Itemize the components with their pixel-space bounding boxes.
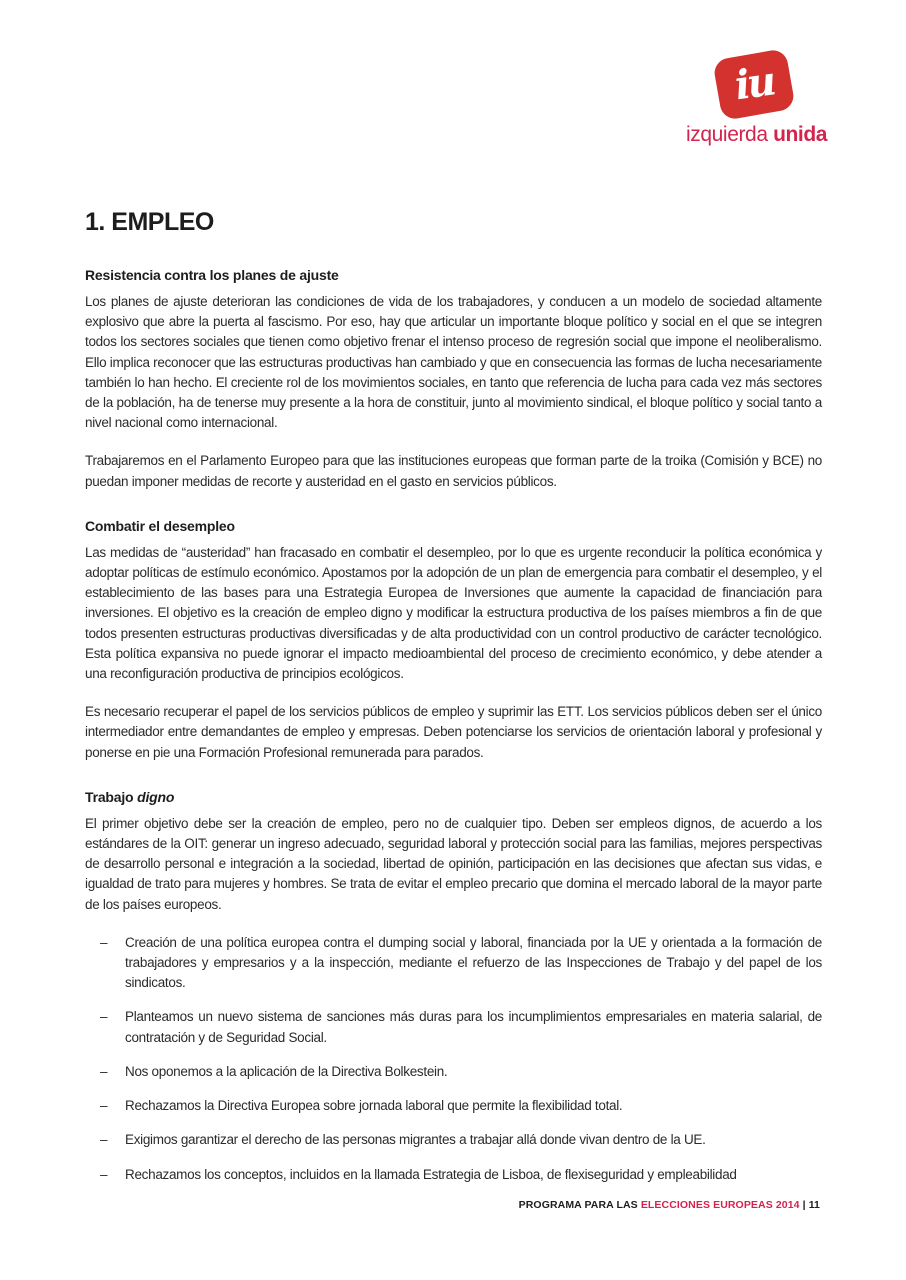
list-item (85, 1062, 822, 1082)
iu-logo-icon (712, 48, 795, 121)
dash-bullet-icon: – (100, 1166, 108, 1182)
dash-bullet-icon: – (100, 934, 108, 950)
dash-bullet-icon: – (100, 1063, 108, 1079)
dash-bullet-icon: – (100, 1132, 108, 1148)
list-item-text: Rechazamos la Directiva Europea sobre jornada laboral que permite la flexibilidad total. (125, 1098, 623, 1114)
dash-bullet-icon: – (100, 1009, 108, 1025)
paragraph: El primer objetivo debe ser la creación de empleo, pero no de cualquier tipo. Deben ser empleos dignos, de acuerdo a los estándares de la OIT: generar un ingreso adecuado, seguridad laboral y protección social para las familias, mejores perspectivas de desarrollo personal e integración a la sociedad, libertad de opinión, participación en las decisiones que afectan sus vidas, e igualdad de trato para mujeres y hombres. Se trata de evitar el empleo precario que domina el mercado laboral de la mayor parte de los países europeos. (85, 815, 822, 912)
section-heading-trabajo-digno (85, 789, 822, 805)
dash-bullet-icon: – (100, 1098, 108, 1114)
footer-page-number: 11 (808, 1199, 820, 1211)
paragraph: Los planes de ajuste deterioran las condiciones de vida de los trabajadores, y conducen a un modelo de sociedad altamente explosivo que abre la puerta al fascismo. Por eso, hay que articular un importante bloque político y social en el que se integren todos los sectores sociales que tienen como objetivo frenar el intenso proceso de regresión social que impone el neoliberalismo. Ello implica reconocer que las estructuras productivas han cambiado y que en consecuencia las formas de lucha necesariamente también lo han hecho. El creciente rol de los movimientos sociales, en tanto que referencia de lucha para cada vez más sectores de la población, ha de tenerse muy presente a la hora de constituir, junto al movimiento sindical, el bloque político y social tanto a nivel nacional como internacional. (85, 294, 822, 431)
heading-italic-part: digno (137, 788, 175, 805)
list-item-text: Nos oponemos a la aplicación de la Directiva Bolkestein. (125, 1063, 448, 1079)
list-item (85, 1007, 822, 1047)
paragraph: Trabajaremos en el Parlamento Europeo para que las instituciones europeas que forman parte de la troika (Comisión y BCE) no puedan imponer medidas de recorte y austeridad en el gasto en servicios públicos. (85, 453, 822, 489)
list-item-text: Creación de una política europea contra el dumping social y laboral, financiada por la UE y orientada a la formación de trabajadores y empresarios y a la inspección, mediante el refuerzo de las Inspecciones de Trabajo y del papel de los sindicatos. (125, 934, 822, 991)
paragraph: Las medidas de “austeridad” han fracasado en combatir el desempleo, por lo que es urgente reconducir la política económica y adoptar políticas de estímulo económico. Apostamos por la adopción de un plan de emergencia para combatir el desempleo, y el establecimiento de las bases para una Estrategia Europea de Inversiones que aumente la capacidad de financiación para inversiones. El objetivo es la creación de empleo digno y modificar la estructura productiva de los países miembros a fin de que todos presenten estructuras productivas diversificadas y de alta productividad con un control productivo de carácter tecnológico. Esta política expansiva no puede ignorar el impacto medioambiental del proceso de crecimiento económico, y debe atender a una reconfiguración productiva de principios ecológicos. (85, 544, 822, 682)
list-item (85, 1096, 822, 1116)
list-item-text: Rechazamos los conceptos, incluidos en la llamada Estrategia de Lisboa, de flexiseguridad y empleabilidad (125, 1166, 737, 1182)
list-item (85, 1165, 822, 1185)
logo-wordmark (686, 123, 828, 147)
section-heading-combatir: Combatir el desempleo (85, 517, 235, 534)
footer-prefix: PROGRAMA PARA LAS (518, 1199, 641, 1211)
bullet-list (85, 933, 822, 1185)
heading-regular-part: Trabajo (85, 788, 138, 805)
wordmark-unida: unida (773, 123, 828, 146)
section-heading-resistencia: Resistencia contra los planes de ajuste (85, 267, 339, 283)
list-item-text: Planteamos un nuevo sistema de sanciones más duras para los incumplimientos empresariales en materia salarial, de contratación y de Seguridad Social. (125, 1009, 822, 1045)
list-item (85, 933, 822, 994)
izquierda-unida-logo (686, 54, 828, 147)
list-item-text: Exigimos garantizar el derecho de las personas migrantes a trabajar allá donde vivan dentro de la UE. (125, 1132, 706, 1148)
footer-separator: | (799, 1199, 809, 1211)
iu-logo-script: iu (731, 57, 777, 109)
list-item (85, 1130, 822, 1150)
page-footer (519, 1199, 820, 1211)
wordmark-izquierda: izquierda (686, 123, 768, 146)
page-title: 1. EMPLEO (85, 208, 214, 236)
paragraph: Es necesario recuperar el papel de los servicios públicos de empleo y suprimir las ETT. Los servicios públicos deben ser el único intermediador entre demandantes de empleo y empresas. Deben potenciarse los servicios de orientación laboral y profesional y ponerse en pie una Formación Profesional remunerada para parados. (85, 704, 822, 760)
content-column (85, 208, 822, 1199)
footer-highlight: ELECCIONES EUROPEAS 2014 (640, 1199, 800, 1211)
